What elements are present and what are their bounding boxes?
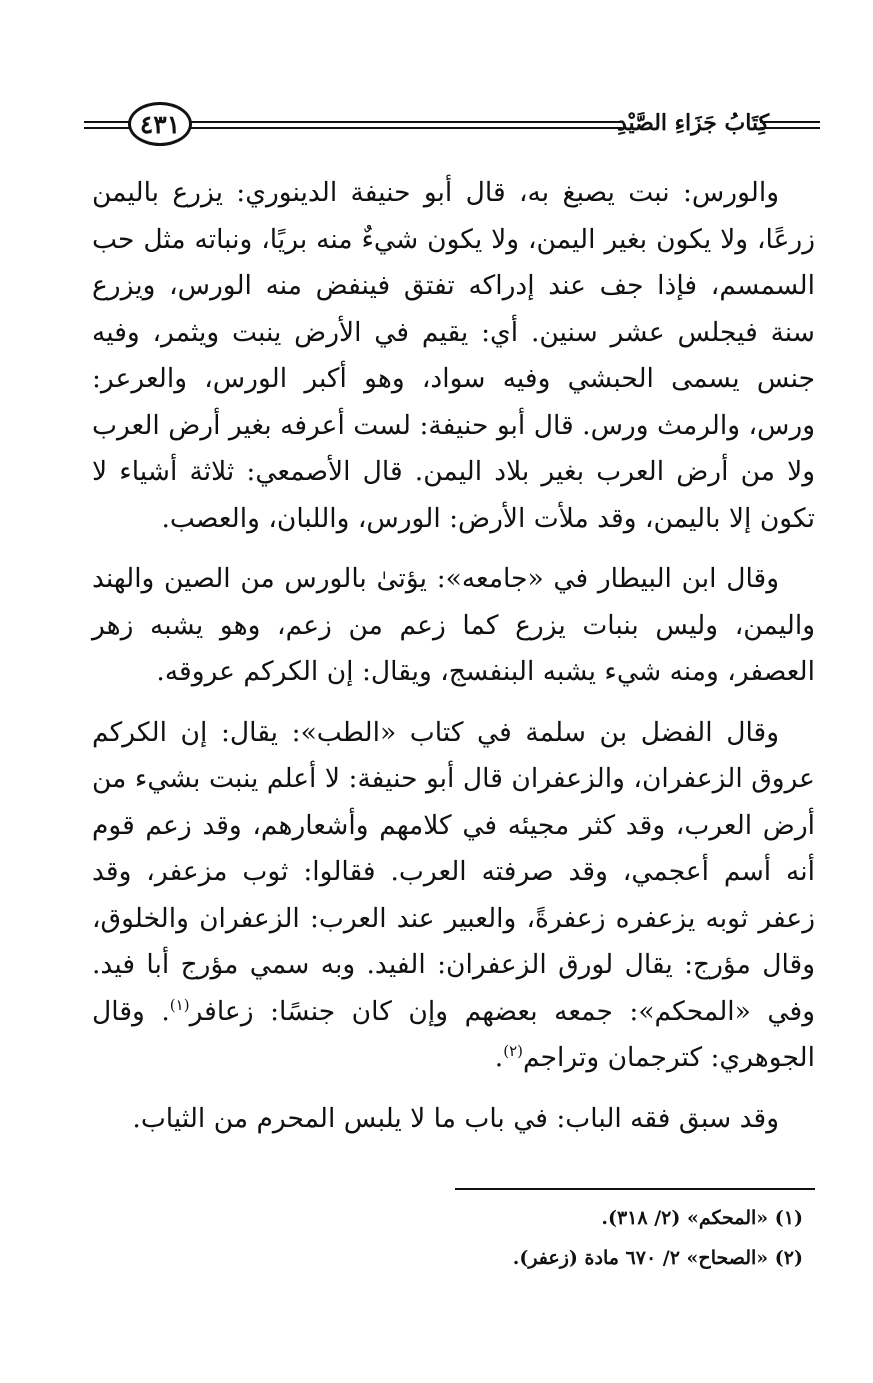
paragraph-1: والورس: نبت يصبغ به، قال أبو حنيفة الدينوري: يزرع باليمن زرعًا، ولا يكون بغير اليمن، ولا يكون شيءٌ منه بريًا، ونباته مثل حب السمسم، فإذا جف عند إدراكه تفتق فينفض منه الورس، ويزرع سنة فيجلس عشر سنين. أي: يقيم في الأرض ينبت ويثمر، وفيه جنس يسمى الحبشي وفيه سواد، وهو أكبر الورس، والعرعر: ورس، والرمث ورس. قال أبو حنيفة: لست أعرفه بغير أرض العرب ولا من أرض العرب بغير بلاد اليمن. قال الأصمعي: ثلاثة أشياء لا تكون إلا باليمن، وقد ملأت الأرض: الورس، واللبان، والعصب. [92,177,815,534]
paragraph-3-text-3: . [494,1042,504,1073]
page-number: ٤٣١ [128,102,192,146]
footnotes [92,1198,805,1278]
paragraph-3-text-2: . وقال الجوهري: كترجمان وتراجم [92,995,815,1073]
header-rule [190,127,622,129]
footnote-separator [455,1188,815,1190]
header-rule [84,127,129,129]
paragraph-2: وقال ابن البيطار في «جامعه»: يؤتىٰ بالورس من الصين والهند واليمن، وليس بنبات يزرع كما زعم من زعم، وهو يشبه زهر العصفر، ومنه شيء يشبه البنفسج، ويقال: إن الكركم عروقه. [92,563,815,687]
main-text [92,170,815,1156]
header-rule [84,121,129,123]
running-header [84,100,820,156]
paragraph-3 [92,710,815,1082]
footnote-ref-2[interactable]: (٢) [503,1042,523,1061]
paragraph-3-text: وقال الفضل بن سلمة في كتاب «الطب»: يقال: إن الكركم عروق الزعفران، والزعفران قال أبو حنيفة: لا أعلم ينبت بشيء من أرض العرب، وقد كثر مجيئه في كلامهم وأشعارهم، وقد زعم قوم أنه أسم أعجمي، وقد صرفته العرب. فقالوا: ثوب مزعفر، وقد زعفر ثوبه يزعفره زعفرةً، والعبير عند العرب: الزعفران والخلوق، وقال مؤرج: يقال لورق الزعفران: الفيد. وبه سمي مؤرج أبا فيد. وفي «المحكم»: جمعه بعضهم وإن كان جنسًا: زعافر [92,716,815,1027]
footnote-1: (١) «المحكم» (٢/ ٣١٨). [601,1207,803,1229]
footnote-ref-1[interactable]: (١) [169,995,190,1014]
footnote-2: (٢) «الصحاح» ٢/ ٦٧٠ مادة (زعفر). [512,1247,803,1269]
book-title: كِتَابُ جَزَاءِ الصَّيْدِ [616,110,770,136]
header-rule [190,121,622,123]
paragraph-4: وقد سبق فقه الباب: في باب ما لا يلبس المحرم من الثياب. [132,1102,779,1134]
